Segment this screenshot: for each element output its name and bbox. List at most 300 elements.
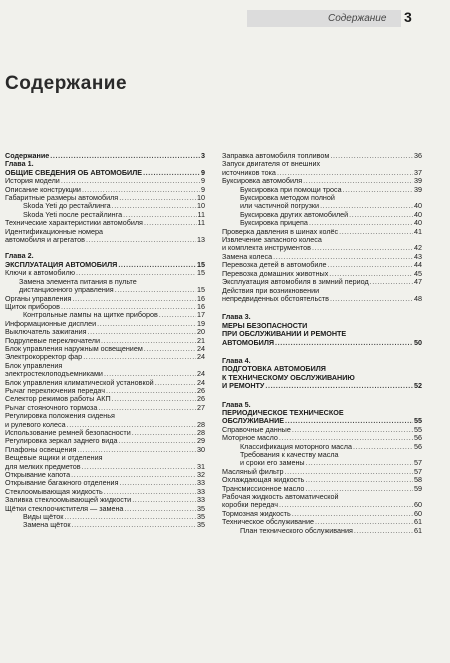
toc-leader-dots [285, 468, 414, 476]
toc-entry-title: Глава 2. [5, 252, 34, 261]
toc-entry[interactable] [5, 513, 205, 521]
toc-leader-dots [312, 244, 413, 252]
toc-entry-title: ПОДГОТОВКА АВТОМОБИЛЯ [222, 365, 326, 374]
page-title: Содержание [5, 73, 128, 94]
toc-entry-title: Вещевые ящики и отделения [5, 454, 103, 463]
toc-leader-dots [353, 443, 413, 451]
toc-entry-title: Технические характеристики автомобиля [5, 219, 143, 228]
toc-entry-title: Буксировка автомобиля [222, 177, 303, 186]
toc-entry-page: 24 [197, 378, 205, 387]
toc-entry[interactable] [5, 471, 205, 479]
toc-entry-title: автомобиля и агрегатов [5, 236, 85, 245]
toc-leader-dots [303, 177, 413, 185]
toc-leader-dots [339, 228, 413, 236]
toc-entry-title: Содержание [5, 152, 50, 160]
toc-entry-title: Буксировка при помощи троса [240, 185, 342, 194]
toc-spacer [222, 391, 422, 401]
toc-entry[interactable] [5, 295, 205, 303]
toc-leader-dots [71, 471, 196, 479]
toc-entry[interactable] [5, 387, 205, 395]
toc-entry[interactable] [5, 437, 205, 445]
toc-leader-dots [132, 496, 196, 504]
toc-entry-page: 11 [197, 210, 205, 219]
toc-entry[interactable] [5, 496, 205, 504]
toc-entry[interactable] [5, 521, 205, 529]
toc-entry[interactable] [222, 493, 422, 501]
toc-entry[interactable] [222, 485, 422, 493]
toc-entry-page: 28 [197, 420, 205, 429]
toc-entry-title: и комплекта инструментов [222, 244, 311, 253]
toc-entry[interactable] [5, 219, 205, 227]
toc-entry[interactable] [5, 169, 205, 177]
toc-entry[interactable] [222, 152, 422, 160]
toc-entry-page: 19 [197, 319, 205, 328]
toc-entry-title: Запуск двигателя от внешних [222, 160, 321, 169]
toc-entry-title: Блок управления климатической установкой [5, 378, 154, 387]
toc-entry-title: Skoda Yeti до рестайлинга [23, 202, 111, 211]
toc-entry-page: 15 [197, 286, 205, 295]
toc-entry-title: Заправка автомобиля топливом [222, 152, 330, 160]
toc-entry-page: 24 [197, 344, 205, 353]
toc-entry-title: Регулировка положения сиденья [5, 412, 115, 421]
toc-spacer [222, 347, 422, 357]
toc-leader-dots [315, 518, 413, 526]
toc-entry-page: 35 [197, 504, 205, 513]
toc-leader-dots [104, 488, 196, 496]
toc-entry[interactable] [222, 401, 422, 409]
toc-entry[interactable] [222, 270, 422, 278]
toc-entry[interactable] [222, 278, 422, 286]
toc-entry-title: и сроки его замены [240, 459, 305, 468]
toc-entry[interactable] [5, 286, 205, 294]
toc-entry-title: Электрокорректор фар [5, 353, 83, 362]
toc-entry-page: 9 [201, 185, 205, 194]
toc-entry-title: Габаритные размеры автомобиля [5, 194, 119, 203]
toc-entry-title: Рычаг стояночного тормоза [5, 403, 98, 412]
toc-entry-page: 40 [414, 210, 422, 219]
toc-entry-page: 56 [414, 434, 422, 443]
toc-leader-dots [61, 177, 200, 185]
toc-right-column [222, 152, 422, 535]
toc-entry-page: 32 [197, 471, 205, 480]
toc-leader-dots [119, 479, 196, 487]
toc-entry-page: 29 [197, 437, 205, 446]
toc-entry[interactable] [222, 374, 422, 382]
toc-entry[interactable] [5, 370, 205, 378]
toc-entry[interactable] [5, 211, 205, 219]
toc-leader-dots [88, 328, 196, 336]
toc-entry-title: Буксировка других автомобилей [240, 210, 349, 219]
toc-entry[interactable] [5, 454, 205, 462]
toc-entry-page: 15 [197, 260, 205, 269]
toc-leader-dots [330, 152, 413, 160]
toc-entry-page: 58 [414, 476, 422, 485]
toc-entry[interactable] [222, 476, 422, 484]
toc-entry-title: электростеклоподъемниками [5, 370, 103, 379]
toc-entry-title: Виды щёток [23, 513, 64, 522]
toc-entry-title: Селектор режимов работы АКП [5, 395, 111, 404]
toc-leader-dots [273, 253, 413, 261]
toc-entry-title: ОБЩИЕ СВЕДЕНИЯ ОБ АВТОМОБИЛЕ [5, 168, 143, 177]
toc-entry-page: 27 [197, 403, 205, 412]
toc-entry-title: Контрольные лампы на щитке приборов [23, 311, 158, 320]
toc-leader-dots [124, 505, 196, 513]
toc-leader-dots [277, 169, 413, 177]
toc-entry-title: Моторное масло [222, 434, 278, 443]
toc-leader-dots [115, 286, 196, 294]
toc-leader-dots [118, 261, 196, 269]
toc-entry-page: 56 [414, 442, 422, 451]
toc-leader-dots [320, 202, 413, 210]
toc-entry-title: Блок управления наружным освещением [5, 344, 143, 353]
toc-entry-title: непредвиденных обстоятельств [222, 294, 329, 303]
toc-entry-page: 57 [414, 467, 422, 476]
toc-entry-title: Эксплуатация автомобиля в зимний период [222, 278, 369, 287]
toc-entry[interactable] [5, 278, 205, 286]
toc-entry-page: 28 [197, 429, 205, 437]
toc-entry-page: 33 [197, 479, 205, 488]
toc-leader-dots [305, 485, 413, 493]
toc-entry[interactable] [222, 322, 422, 330]
toc-entry[interactable] [5, 362, 205, 370]
toc-entry-title: Выключатель зажигания [5, 328, 87, 337]
toc-leader-dots [97, 320, 196, 328]
toc-entry[interactable] [5, 269, 205, 277]
toc-entry-page: 33 [197, 496, 205, 505]
toc-entry-title: или частичной погрузки [240, 202, 320, 211]
toc-entry[interactable] [222, 518, 422, 526]
toc-entry-page: 10 [197, 202, 205, 211]
toc-entry-title: Глава 1. [5, 160, 34, 169]
toc-entry[interactable] [222, 365, 422, 373]
toc-leader-dots [119, 194, 196, 202]
toc-entry-title: Щиток приборов [5, 302, 60, 311]
toc-entry[interactable] [5, 412, 205, 420]
toc-entry[interactable] [5, 463, 205, 471]
toc-entry-page: 35 [197, 521, 205, 530]
toc-entry-title: Замена колеса [222, 252, 273, 261]
toc-leader-dots [72, 295, 196, 303]
toc-leader-dots [98, 404, 196, 412]
toc-entry[interactable] [5, 395, 205, 403]
toc-entry-title: источников тока [222, 168, 276, 177]
toc-entry-page: 26 [197, 386, 205, 395]
toc-leader-dots [144, 345, 196, 353]
toc-leader-dots [104, 370, 196, 378]
toc-entry-page: 39 [414, 185, 422, 194]
toc-entry[interactable] [222, 527, 422, 535]
toc-entry-page: 21 [197, 336, 205, 345]
toc-entry[interactable] [5, 177, 205, 185]
toc-leader-dots [82, 186, 200, 194]
toc-entry[interactable] [222, 434, 422, 442]
toc-entry[interactable] [222, 451, 422, 459]
toc-entry-page: 10 [197, 194, 205, 203]
toc-entry-title: Использование ремней безопасности [5, 429, 131, 437]
toc-leader-dots [76, 269, 196, 277]
toc-entry-page: 40 [414, 202, 422, 211]
toc-entry-title: Тормозная жидкость [222, 509, 291, 518]
toc-entry-page: 61 [414, 518, 422, 527]
toc-leader-dots [354, 527, 413, 535]
toc-entry-page: 16 [197, 294, 205, 303]
toc-leader-dots [144, 219, 197, 227]
toc-entry[interactable] [5, 404, 205, 412]
toc-entry[interactable] [222, 339, 422, 347]
toc-entry[interactable] [5, 488, 205, 496]
toc-entry-page: 55 [414, 417, 422, 426]
toc-entry-title: Рычаг переключения передач [5, 386, 105, 395]
toc-entry[interactable] [222, 313, 422, 321]
toc-leader-dots [279, 501, 413, 509]
toc-leader-dots [265, 382, 413, 390]
toc-leader-dots [132, 429, 196, 437]
toc-entry-page: 31 [197, 462, 205, 471]
toc-entry-page: 43 [414, 252, 422, 261]
toc-leader-dots [275, 339, 413, 347]
toc-entry-title: Рабочая жидкость автоматической [222, 493, 339, 502]
toc-entry-title: Справочные данные [222, 425, 291, 434]
toc-entry-page: 47 [414, 278, 422, 287]
toc-entry-page: 48 [414, 294, 422, 303]
toc-entry-title: ЭКСПЛУАТАЦИЯ АВТОМОБИЛЯ [5, 260, 118, 269]
toc-entry-title: Описание конструкции [5, 185, 81, 194]
toc-entry[interactable] [222, 382, 422, 390]
toc-entry-page: 45 [414, 269, 422, 278]
toc-leader-dots [112, 202, 196, 210]
toc-entry-title: Органы управления [5, 294, 72, 303]
toc-entry-page: 36 [414, 152, 422, 160]
toc-leader-dots [330, 295, 413, 303]
toc-entry-page: 55 [414, 425, 422, 434]
toc-entry[interactable] [222, 261, 422, 269]
toc-entry-title: Стеклоомывающая жидкость [5, 487, 103, 496]
toc-leader-dots [83, 353, 196, 361]
toc-entry[interactable] [222, 295, 422, 303]
toc-leader-dots [112, 395, 196, 403]
toc-entry-title: ОБСЛУЖИВАНИЕ [222, 417, 285, 426]
toc-entry-page: 60 [414, 509, 422, 518]
toc-entry[interactable] [5, 202, 205, 210]
toc-entry-title: Извлечение запасного колеса [222, 236, 322, 245]
toc-entry-title: Действия при возникновении [222, 286, 320, 295]
toc-entry-title: коробки передач [222, 501, 278, 510]
toc-spacer [5, 244, 205, 252]
toc-entry[interactable] [5, 186, 205, 194]
toc-entry-title: Трансмиссионное масло [222, 484, 305, 493]
toc-entry-page: 30 [197, 445, 205, 454]
toc-entry-title: Открывание багажного отделения [5, 479, 119, 488]
toc-entry[interactable] [222, 417, 422, 425]
toc-entry[interactable] [5, 252, 205, 260]
toc-entry-page: 61 [414, 526, 422, 535]
toc-entry[interactable] [5, 152, 205, 160]
toc-entry-title: дистанционного управления [19, 286, 114, 295]
toc-entry-title: Глава 4. [222, 356, 251, 365]
toc-entry-page: 24 [197, 353, 205, 362]
toc-leader-dots [306, 459, 413, 467]
toc-left-column [5, 152, 205, 530]
toc-entry[interactable] [5, 505, 205, 513]
toc-entry-title: Заливка стеклоомывающей жидкости [5, 496, 132, 505]
toc-entry-title: Требования к качеству масла [240, 451, 339, 459]
toc-entry[interactable] [222, 211, 422, 219]
toc-entry-page: 9 [201, 177, 205, 186]
toc-entry-page: 37 [414, 168, 422, 177]
toc-entry-page: 40 [414, 219, 422, 228]
toc-entry[interactable] [5, 345, 205, 353]
toc-entry[interactable] [222, 409, 422, 417]
toc-entry-title: Ключи к автомобилю [5, 269, 76, 278]
toc-entry-title: и рулевого колеса [5, 420, 66, 429]
toc-leader-dots [64, 513, 196, 521]
toc-entry-title: Глава 5. [222, 400, 251, 409]
toc-entry[interactable] [5, 328, 205, 336]
toc-entry[interactable] [222, 186, 422, 194]
toc-entry-title: Skoda Yeti после рестайлинга [23, 210, 123, 219]
toc-entry-title: И РЕМОНТУ [222, 382, 265, 391]
toc-leader-dots [309, 219, 413, 227]
toc-entry-page: 50 [414, 338, 422, 347]
toc-entry[interactable] [5, 194, 205, 202]
toc-entry[interactable] [222, 228, 422, 236]
page-number: 3 [404, 9, 412, 25]
toc-entry-page: 35 [197, 513, 205, 522]
toc-entry-title: АВТОМОБИЛЯ [222, 338, 275, 347]
toc-entry-title: Масляный фильтр [222, 467, 284, 476]
toc-entry-page: 13 [197, 236, 205, 245]
toc-entry[interactable] [222, 510, 422, 518]
toc-entry-page: 41 [414, 227, 422, 236]
toc-leader-dots [159, 311, 196, 319]
toc-entry-title: Информационные дисплеи [5, 319, 97, 328]
toc-entry[interactable] [222, 169, 422, 177]
toc-entry[interactable] [222, 202, 422, 210]
toc-entry[interactable] [222, 330, 422, 338]
toc-leader-dots [72, 521, 196, 529]
toc-leader-dots [123, 211, 196, 219]
toc-leader-dots [349, 211, 413, 219]
toc-entry-page: 24 [197, 370, 205, 379]
toc-entry-page: 57 [414, 459, 422, 468]
toc-entry-page: 16 [197, 302, 205, 311]
toc-leader-dots [119, 437, 197, 445]
toc-entry-title: Глава 3. [222, 313, 251, 322]
toc-entry-title: ПЕРИОДИЧЕСКОЕ ТЕХНИЧЕСКОЕ [222, 408, 344, 417]
toc-leader-dots [305, 476, 413, 484]
toc-entry[interactable] [222, 253, 422, 261]
toc-entry[interactable] [222, 287, 422, 295]
toc-entry-title: Регулировка зеркал заднего вида [5, 437, 118, 446]
toc-leader-dots [279, 434, 413, 442]
toc-entry-title: План технического обслуживания [240, 526, 353, 535]
toc-leader-dots [82, 463, 196, 471]
toc-entry-page: 9 [201, 168, 205, 177]
toc-entry-title: К ТЕХНИЧЕСКОМУ ОБСЛУЖИВАНИЮ [222, 373, 355, 382]
toc-leader-dots [86, 236, 196, 244]
toc-entry[interactable] [5, 320, 205, 328]
toc-entry-title: Блок управления [5, 361, 63, 370]
toc-entry-page: 15 [197, 269, 205, 278]
toc-entry[interactable] [222, 501, 422, 509]
toc-entry-title: Перевозка детей в автомобиле [222, 261, 327, 270]
toc-entry-title: Замена щёток [23, 521, 71, 530]
toc-entry-title: Охлаждающая жидкость [222, 476, 305, 485]
toc-entry-page: 52 [414, 382, 422, 391]
toc-entry-page: 33 [197, 487, 205, 496]
toc-entry[interactable] [5, 160, 205, 168]
toc-entry[interactable] [5, 228, 205, 236]
toc-entry[interactable] [5, 337, 205, 345]
toc-entry-page: 39 [414, 177, 422, 186]
toc-entry[interactable] [5, 236, 205, 244]
toc-entry[interactable] [222, 177, 422, 185]
toc-entry[interactable] [222, 219, 422, 227]
toc-entry[interactable] [222, 426, 422, 434]
toc-entry[interactable] [5, 429, 205, 437]
running-header: Содержание [328, 13, 387, 24]
toc-entry-page: 11 [197, 219, 205, 228]
toc-leader-dots [101, 337, 196, 345]
toc-leader-dots [292, 426, 413, 434]
toc-leader-dots [67, 421, 196, 429]
toc-leader-dots [285, 417, 413, 425]
toc-entry-title: Идентификационные номера [5, 227, 103, 236]
toc-entry[interactable] [222, 443, 422, 451]
toc-entry[interactable] [222, 459, 422, 467]
toc-entry-page: 60 [414, 501, 422, 510]
toc-entry[interactable] [222, 160, 422, 168]
toc-leader-dots [106, 387, 196, 395]
toc-entry[interactable] [222, 468, 422, 476]
toc-entry-title: Буксировка прицепа [240, 219, 308, 228]
toc-entry-title: Подрулевые переключатели [5, 336, 101, 345]
toc-entry-page: 59 [414, 484, 422, 493]
toc-entry[interactable] [222, 244, 422, 252]
toc-entry[interactable] [5, 421, 205, 429]
toc-entry[interactable] [222, 236, 422, 244]
toc-entry-title: Замена элемента питания в пульте [19, 277, 137, 286]
toc-entry-page: 20 [197, 328, 205, 337]
toc-entry-page: 26 [197, 395, 205, 404]
toc-entry[interactable] [5, 479, 205, 487]
toc-spacer [222, 303, 422, 313]
toc-leader-dots [61, 303, 196, 311]
toc-entry-title: Перевозка домашних животных [222, 269, 329, 278]
toc-entry[interactable] [5, 446, 205, 454]
toc-leader-dots [292, 510, 413, 518]
toc-entry[interactable] [5, 311, 205, 319]
toc-entry[interactable] [5, 353, 205, 361]
toc-entry[interactable] [222, 357, 422, 365]
toc-entry-title: для мелких предметов [5, 462, 81, 471]
toc-entry[interactable] [222, 194, 422, 202]
toc-entry-page: 3 [201, 152, 205, 160]
toc-leader-dots [77, 446, 196, 454]
toc-entry[interactable] [5, 379, 205, 387]
toc-entry-title: Плафоны освещения [5, 445, 77, 454]
toc-entry-page: 44 [414, 261, 422, 270]
toc-entry-title: ПРИ ОБСЛУЖИВАНИИ И РЕМОНТЕ [222, 330, 347, 339]
toc-entry-title: Открывание капота [5, 471, 71, 480]
toc-leader-dots [343, 186, 413, 194]
toc-entry[interactable] [5, 261, 205, 269]
toc-leader-dots [155, 379, 196, 387]
toc-entry-page: 17 [197, 311, 205, 320]
toc-entry[interactable] [5, 303, 205, 311]
toc-entry-title: Проверка давления в шинах колёс [222, 227, 339, 236]
toc-leader-dots [50, 152, 200, 160]
